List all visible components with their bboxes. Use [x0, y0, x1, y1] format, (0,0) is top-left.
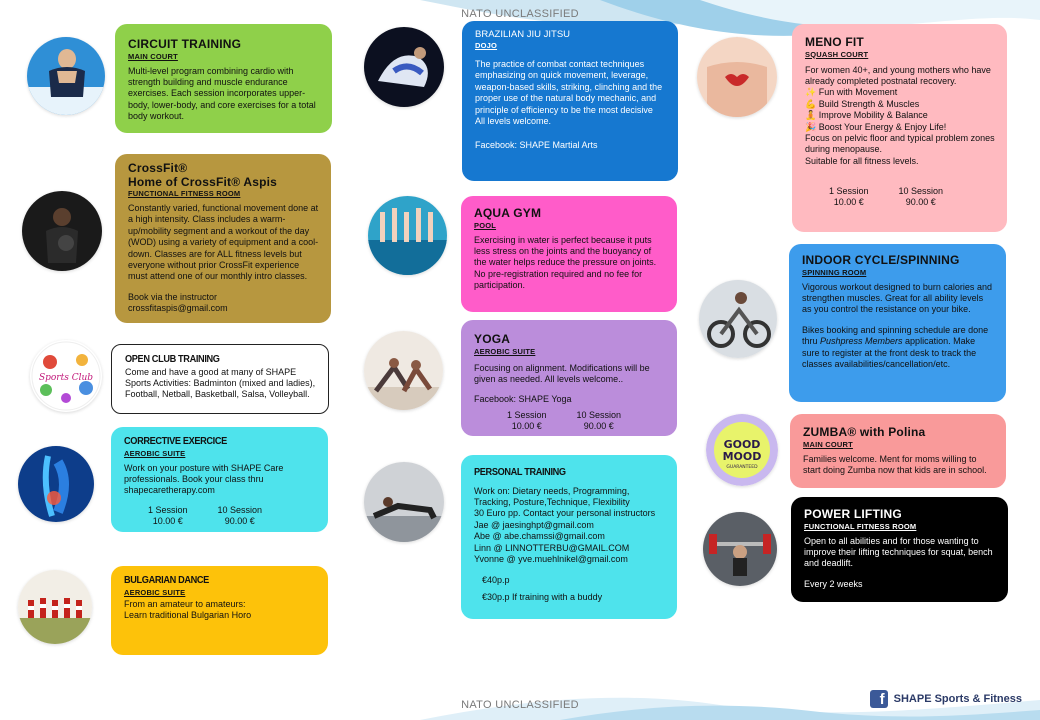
- open-club-title: OPEN CLUB TRAINING: [125, 354, 220, 365]
- meno-fit-desc: Focus on pelvic floor and typical problem zones during menopause. Suitable for all fitness levels.: [805, 132, 995, 166]
- crossfit-card: [115, 154, 331, 323]
- meno-fit-benefit-mobility: 🧘 Improve Mobility & Balance: [805, 110, 928, 121]
- circuit-training-card: [115, 24, 332, 133]
- bulgarian-dance-card: [111, 566, 328, 655]
- facebook-link-label: SHAPE Sports & Fitness: [893, 693, 1022, 705]
- meno-fit-prices: [805, 186, 995, 208]
- meno-fit-location: SQUASH COURT: [805, 49, 869, 59]
- aqua-gym-photo: [368, 196, 447, 275]
- yoga-facebook: Facebook: SHAPE Yoga: [474, 394, 572, 405]
- svg-text:MOOD: MOOD: [722, 450, 762, 463]
- corrective-price-single: 1 Session 10.00 €: [148, 504, 188, 526]
- zumba-card: [790, 414, 1006, 488]
- yoga-price-pack: 10 Session 90.00 €: [576, 409, 622, 431]
- personal-training-card: [461, 455, 677, 619]
- bulgarian-dance-photo: [18, 570, 92, 644]
- corrective-photo: [18, 446, 94, 522]
- meno-fit-photo: [697, 37, 777, 117]
- yoga-card: [461, 320, 677, 436]
- open-club-card: [111, 344, 329, 414]
- zumba-location: MAIN COURT: [803, 439, 853, 449]
- yoga-prices: [474, 410, 665, 432]
- power-lifting-title: POWER LIFTING: [804, 507, 902, 521]
- yoga-location: AEROBIC SUITE: [474, 346, 536, 356]
- crossfit-subtitle: Home of CrossFit® Aspis: [128, 174, 278, 189]
- personal-training-desc: Work on: Dietary needs, Programming, Tracking, Posture,Technique, Flexibility 30 Euro pp. Contact your personal instructors Jae @ jaesinghpt@gmail.com Abe @ abe.chamssi@gmail.com Linn @ LINNOTTERBU@GMAIL.COM Yvonne @ yve.muehlnikel@gmail.com: [474, 485, 656, 564]
- circuit-training-desc: Multi-level program combining cardio with strength building and muscle endurance exercises. Each session incorporates upper-body, lower-body, and core exercises for a total body workout.: [128, 65, 316, 122]
- bjj-facebook: Facebook: SHAPE Martial Arts: [475, 140, 598, 151]
- bjj-card: [462, 21, 678, 181]
- crossfit-contact-label: Book via the instructor: [128, 291, 218, 302]
- indoor-cycle-booking: Bikes booking and spinning schedule are done thru Pushpress Members application. Make sure to register at the front desk to track the classes availabilities/cancellation/etc.: [802, 324, 989, 369]
- indoor-cycle-title: INDOOR CYCLE/SPINNING: [802, 253, 960, 267]
- aqua-gym-title: AQUA GYM: [474, 206, 542, 220]
- sports-club-logo: [30, 340, 102, 412]
- circuit-training-photo: [27, 37, 105, 115]
- power-lifting-photo: [703, 512, 777, 586]
- meno-fit-price-pack: 10 Session 90.00 €: [898, 186, 944, 208]
- svg-text:GUARANTEED: GUARANTEED: [726, 465, 758, 470]
- meno-fit-benefit-energy: 🎉 Boost Your Energy & Enjoy Life!: [805, 121, 947, 132]
- corrective-price-pack: 10 Session 90.00 €: [217, 504, 263, 526]
- power-lifting-desc: Open to all abilities and for those wanting to improve their lifting techniques for squat, bench and deadlift.: [804, 535, 993, 569]
- classification-bottom: NATO UNCLASSIFIED: [461, 699, 579, 711]
- meno-fit-intro: For women 40+, and young mothers who have already completed postnatal recovery.: [805, 64, 991, 86]
- bjj-title: BRAZILIAN JIU JITSU: [475, 29, 571, 40]
- yoga-desc: Focusing on alignment. Modifications will be given as needed. All levels welcome..: [474, 362, 650, 384]
- bjj-desc: The practice of combat contact techniques emphasizing on quick movement, leverage, weapon-based skills, striking, clinching and the proper use of the natural body mechanic, and principle of efficiency to be the most decisive All levels welcome.: [475, 59, 663, 127]
- corrective-title: CORRECTIVE EXERCICE: [124, 436, 227, 447]
- facebook-icon: f: [870, 690, 888, 708]
- good-mood-badge: [706, 414, 778, 486]
- indoor-cycle-desc: Vigorous workout designed to burn calories and strengthen muscles. Great for all ability levels as you control the resistance on your bike.: [802, 281, 992, 315]
- meno-fit-benefit-strength: 💪 Build Strength & Muscles: [805, 98, 920, 109]
- bulgarian-dance-title: BULGARIAN DANCE: [124, 575, 209, 586]
- meno-fit-benefit-fun: ✨ Fun with Movement: [805, 87, 898, 98]
- crossfit-contact-email: crossfitaspis@gmail.com: [128, 303, 228, 314]
- aqua-gym-desc: Exercising in water is perfect because it puts less stress on the joints and the buoyancy of the water helps reduce the pressure on joints. No pre-registration required and no fee for participation.: [474, 234, 657, 291]
- meno-fit-card: [792, 24, 1007, 232]
- power-lifting-card: [791, 497, 1008, 602]
- bjj-location: DOJO: [475, 41, 498, 50]
- open-club-desc: Come and have a good at many of SHAPE Sports Activities: Badminton (mixed and ladies), Football, Netball, Basketball, Salsa, Volleyball.: [125, 366, 316, 400]
- aqua-gym-location: POOL: [474, 220, 497, 230]
- aqua-gym-card: [461, 196, 677, 312]
- circuit-training-title: CIRCUIT TRAINING: [128, 37, 242, 51]
- crossfit-location: FUNCTIONAL FITNESS ROOM: [128, 189, 241, 198]
- bulgarian-dance-location: AEROBIC SUITE: [124, 587, 186, 597]
- indoor-cycle-photo: [699, 280, 777, 358]
- meno-fit-price-single: 1 Session 10.00 €: [829, 186, 869, 208]
- crossfit-title: CrossFit®: [128, 161, 188, 175]
- yoga-price-single: 1 Session 10.00 €: [507, 409, 547, 431]
- crossfit-photo: [22, 191, 102, 271]
- yoga-photo: [364, 331, 443, 410]
- bjj-photo: [364, 27, 444, 107]
- corrective-prices: [124, 505, 316, 527]
- personal-training-title: PERSONAL TRAINING: [474, 467, 566, 478]
- svg-text:GOOD: GOOD: [723, 438, 761, 451]
- corrective-location: AEROBIC SUITE: [124, 448, 186, 458]
- zumba-title: ZUMBA® with Polina: [803, 425, 926, 439]
- classification-top: NATO UNCLASSIFIED: [461, 8, 579, 20]
- indoor-cycle-card: [789, 244, 1006, 402]
- personal-training-photo: [364, 462, 444, 542]
- indoor-cycle-location: SPINNING ROOM: [802, 267, 867, 277]
- facebook-link[interactable]: [870, 690, 1022, 708]
- meno-fit-title: MENO FIT: [805, 35, 864, 49]
- zumba-desc: Families welcome. Ment for moms willing to start doing Zumba now that kids are in school.: [803, 453, 987, 475]
- personal-training-price: €40p.p: [482, 575, 510, 586]
- power-lifting-frequency: Every 2 weeks: [804, 578, 863, 589]
- corrective-desc: Work on your posture with SHAPE Care professionals. Book your class thru shapecaretherapy.com: [124, 462, 284, 496]
- sports-club-text: Sports Club: [38, 373, 94, 383]
- personal-training-buddy-price: €30p.p If training with a buddy: [482, 591, 603, 602]
- circuit-training-location: MAIN COURT: [128, 51, 178, 61]
- bulgarian-dance-desc: From an amateur to amateurs: Learn traditional Bulgarian Horo: [124, 598, 252, 620]
- yoga-title: YOGA: [474, 332, 511, 346]
- crossfit-desc: Constantly varied, functional movement done at a high intensity. Class includes a warm-up/mobility segment and a workout of the day (WOD) using a variety of equipment and a cool-down. Classes are for ALL fitness levels but everyone without prior CrossFit experience must attend one of our monthly intro classes.: [128, 203, 319, 282]
- power-lifting-location: FUNCTIONAL FITNESS ROOM: [804, 521, 917, 531]
- corrective-card: [111, 427, 328, 532]
